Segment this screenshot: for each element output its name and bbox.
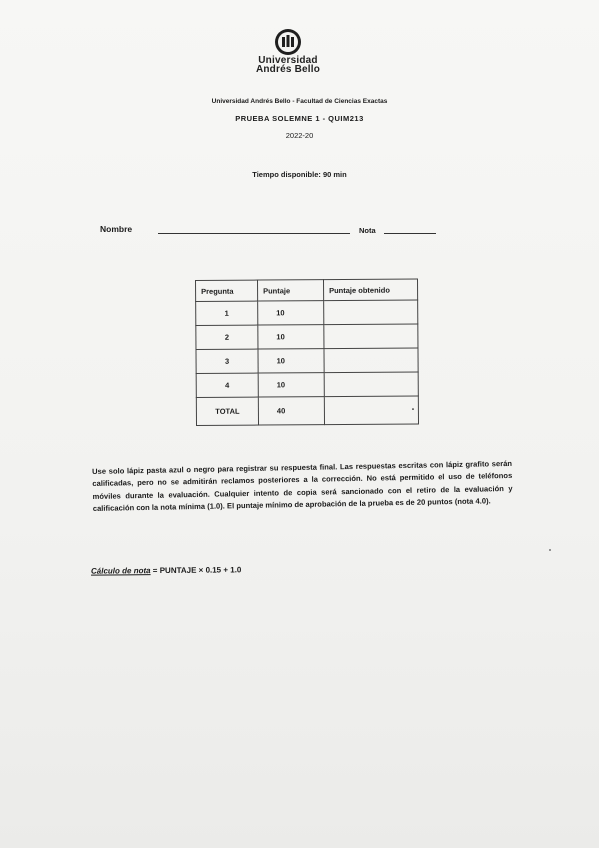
table-row (196, 372, 418, 398)
obtained-cell (324, 372, 418, 397)
question-points: 10 (258, 325, 324, 349)
grade-formula-label: Cálculo de nota (90, 566, 151, 576)
table-row (196, 348, 418, 374)
header-obtained: Puntaje obtenido (324, 279, 418, 301)
grade-formula (91, 565, 241, 575)
obtained-cell (324, 324, 418, 349)
obtained-cell (324, 300, 418, 325)
name-field-line (158, 233, 350, 234)
total-label: TOTAL (196, 397, 258, 425)
exam-period: 2022-20 (285, 131, 314, 140)
logo-name-line1: Universidad (258, 55, 318, 66)
question-points: 10 (258, 373, 324, 397)
question-number: 3 (196, 349, 258, 373)
faculty-line: Universidad Andrés Bello - Facultad de Ciencias Exactas (211, 98, 388, 105)
logo-name-line2: Andrés Bello (255, 64, 321, 75)
grade-label: Nota (359, 226, 376, 235)
total-obtained-cell (324, 396, 418, 425)
university-crest-icon (274, 28, 302, 56)
question-points: 10 (258, 301, 324, 325)
obtained-cell (324, 348, 418, 373)
table-row-total (196, 396, 418, 426)
paper-speck (549, 549, 551, 551)
university-logo (250, 28, 326, 74)
name-label: Nombre (100, 224, 133, 234)
header-points: Puntaje (258, 280, 324, 301)
table-row (196, 324, 418, 350)
question-points: 10 (258, 349, 324, 373)
score-table-header (196, 279, 418, 302)
grade-field-line (384, 233, 436, 234)
question-number: 2 (196, 325, 258, 349)
exam-title: PRUEBA SOLEMNE 1 - QUIM213 (235, 114, 364, 123)
pen-mark: · (411, 403, 415, 415)
total-points: 40 (258, 397, 324, 425)
student-info-row (0, 222, 599, 238)
header-question: Pregunta (196, 280, 258, 301)
table-row (196, 300, 418, 326)
exam-instructions: Use solo lápiz pasta azul o negro para registrar su respuesta final. Las respuestas escritas con lápiz grafito serán calificadas, pero no se admitirán reclamos posteriores a la corrección. No está permitido el uso de teléfonos móviles durante la evaluación. Cualquier intento de copia será sancionado con el retiro de la evaluación y calificación con la nota mínima (1.0). El puntaje mínimo de aprobación de la prueba es de 20 puntos (nota 4.0). (92, 458, 513, 514)
grade-formula-expression: = PUNTAJE × 0.15 + 1.0 (150, 565, 242, 576)
time-available: Tiempo disponible: 90 min (252, 170, 347, 179)
question-number: 4 (196, 373, 258, 397)
score-table (195, 278, 419, 426)
question-number: 1 (196, 301, 258, 325)
